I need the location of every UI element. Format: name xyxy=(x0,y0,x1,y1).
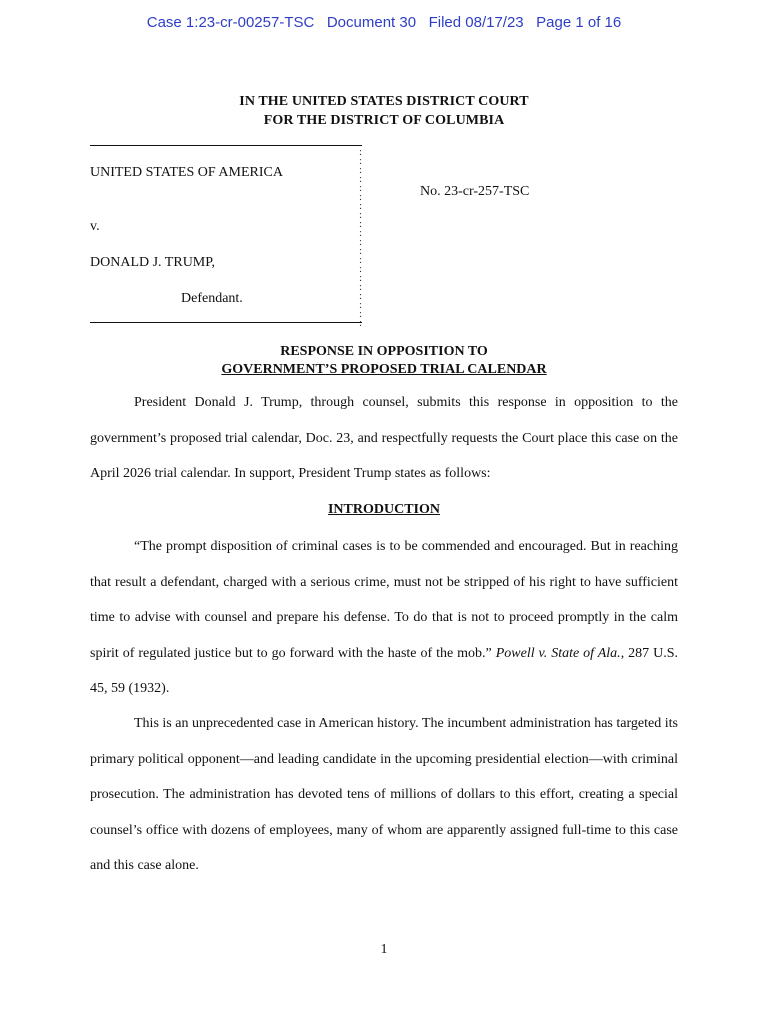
powell-quote-text: “The prompt disposition of criminal cases is to be commended and encouraged. But in reaching that result a defendant, charged with a serious crime, must not be stripped of his right to have sufficient time to advise with counsel and prepare his defense. To do that is not to proceed promptly in the calm spirit of regulated justice but to go forward with the haste of the mob.” xyxy=(90,539,678,661)
body-paragraph-2 xyxy=(90,529,678,707)
filed-date-stamp: Filed 08/17/23 xyxy=(428,14,524,31)
case-number-stamp: Case 1:23-cr-00257-TSC xyxy=(146,14,315,31)
body-paragraph-1 xyxy=(90,385,678,492)
body-paragraph-1-text: President Donald J. Trump, through counsel, submits this response in opposition to the government’s proposed trial calendar, Doc. 23, and respectfully requests the Court place this case on the April 2026 trial calendar. In support, President Trump states as follows: xyxy=(90,395,678,481)
ecf-header-stamp xyxy=(0,14,768,31)
caption-defendant-role: Defendant. xyxy=(181,291,243,306)
document-title-line2-text: GOVERNMENT’S PROPOSED TRIAL CALENDAR xyxy=(221,362,547,377)
caption-colon-divider: : : : : : : : : : : : : : : : : : : : : xyxy=(359,146,363,329)
case-name-citation: Powell v. State of Ala. xyxy=(495,645,621,661)
caption-bottom-rule xyxy=(90,322,362,323)
document-title-line1: RESPONSE IN OPPOSITION TO xyxy=(280,344,488,359)
citation-reporter: , 287 U.S. 45, 59 (1932). xyxy=(90,645,678,696)
caption-versus: v. xyxy=(90,219,100,234)
caption-top-rule xyxy=(90,145,362,146)
page-number: 1 xyxy=(380,942,388,957)
caption-defendant: DONALD J. TRUMP, xyxy=(90,255,215,270)
caption-case-number: No. 23-cr-257-TSC xyxy=(420,184,530,199)
court-name-line1: IN THE UNITED STATES DISTRICT COURT xyxy=(239,94,529,109)
caption-plaintiff: UNITED STATES OF AMERICA xyxy=(90,165,283,180)
court-name-line2: FOR THE DISTRICT OF COLUMBIA xyxy=(263,113,505,128)
document-number-stamp: Document 30 xyxy=(326,14,417,31)
section-heading-introduction: INTRODUCTION xyxy=(327,502,440,517)
body-paragraph-3 xyxy=(90,706,678,884)
body-paragraph-3-text: This is an unprecedented case in American history. The incumbent administration has targeted its primary political opponent—and leading candidate in the upcoming presidential election—with criminal prosecution. The administration has devoted tens of millions of dollars to this effort, creating a special counsel’s office with dozens of employees, many of whom are apparently assigned full-time to this case and this case alone. xyxy=(90,716,678,873)
page-count-stamp: Page 1 of 16 xyxy=(536,14,622,31)
document-title-line2 xyxy=(0,362,768,378)
